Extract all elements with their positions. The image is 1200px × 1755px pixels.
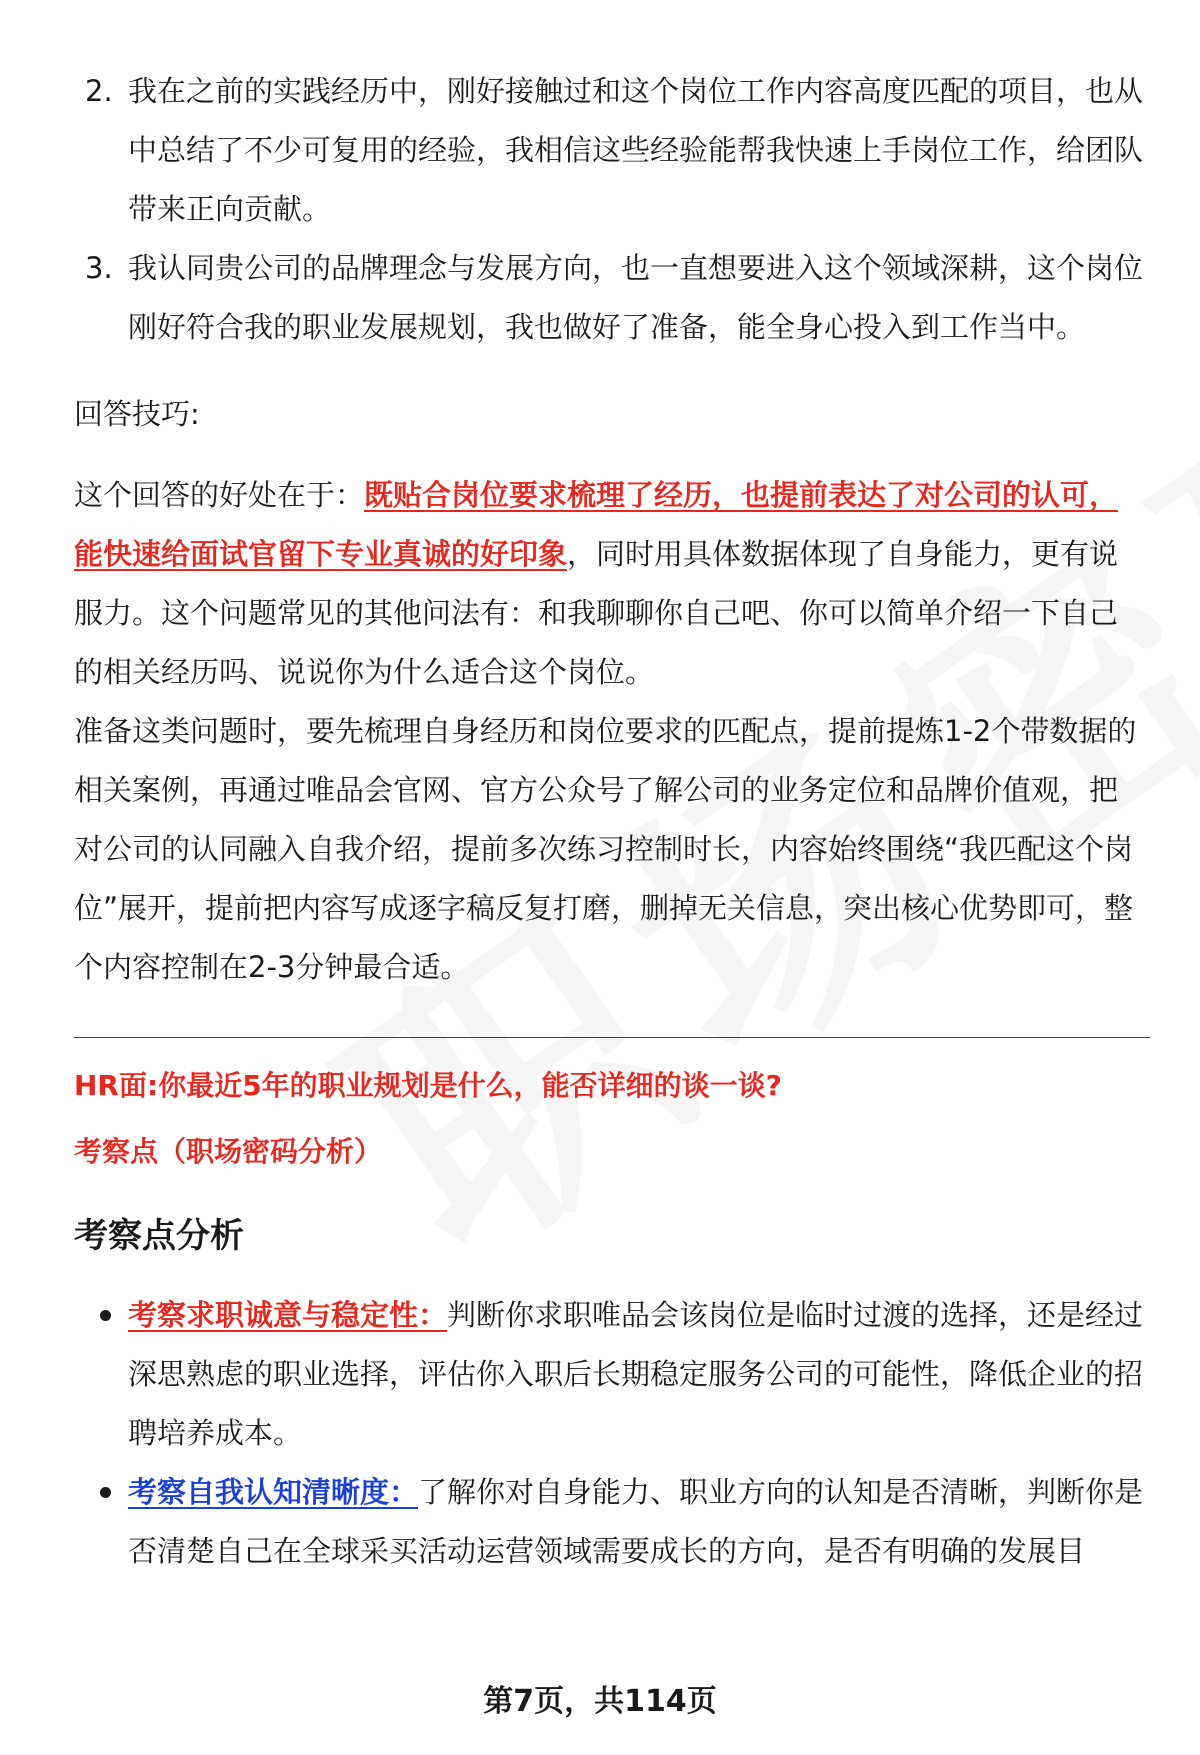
analysis-item-text: 判断你求职唯品会该岗位是临时过渡的选择，还是经过深思熟虑的职业选择，评估你入职后长期稳定服务公司的可能性，降低企业的招聘培养成本。 [128, 1298, 1144, 1450]
hr-question: HR面:你最近5年的职业规划是什么，能否详细的谈一谈? [74, 1069, 782, 1102]
analysis-item [74, 1286, 1144, 1463]
section-divider [74, 1037, 1150, 1038]
list-item [74, 62, 1144, 239]
page-footer: 第7页，共114页 [483, 1684, 717, 1719]
bullet-icon [100, 1310, 111, 1321]
list-item-text: 我认同贵公司的品牌理念与发展方向，也一直想要进入这个领域深耕，这个岗位刚好符合我的职业发展规划，我也做好了准备，能全身心投入到工作当中。 [128, 251, 1144, 344]
answer-paragraph [74, 466, 1144, 702]
analysis-item-title: 考察自我认知清晰度： [128, 1475, 419, 1509]
prep-paragraph: 准备这类问题时，要先梳理自身经历和岗位要求的匹配点，提前提炼1-2个带数据的相关案例，再通过唯品会官网、官方公众号了解公司的业务定位和品牌价值观，把对公司的认同融入自我介绍，提前多次练习控制时长，内容始终围绕“我匹配这个岗位”展开，提前把内容写成逐字稿反复打磨，删掉无关信息，突出核心优势即可，整个内容控制在2-3分钟最合适。 [74, 714, 1137, 984]
analysis-list [74, 1286, 1144, 1581]
tips-label: 回答技巧: [74, 397, 200, 431]
list-number: 2. [85, 74, 113, 108]
answer-lead: 这个回答的好处在于： [74, 478, 365, 512]
page-content [74, 62, 1144, 1581]
analysis-heading: 考察点分析 [74, 1216, 244, 1256]
list-number: 3. [85, 251, 113, 285]
numbered-list [74, 62, 1144, 357]
bullet-icon [100, 1487, 111, 1498]
analysis-item [74, 1463, 1144, 1581]
list-item [74, 239, 1144, 357]
analysis-item-title: 考察求职诚意与稳定性： [128, 1298, 448, 1332]
kaochadian-label: 考察点（职场密码分析） [74, 1135, 383, 1168]
answer-rest: ，同时用具体数据体现了自身能力，更有说服力。这个问题常见的其他问法有：和我聊聊你自己吧、你可以简单介绍一下自己的相关经历吗、说说你为什么适合这个岗位。 [74, 537, 1119, 689]
answer-highlight: 既贴合岗位要求梳理了经历，也提前表达了对公司的认可，能快速给面试官留下专业真诚的好印象 [74, 478, 1119, 571]
list-item-text: 我在之前的实践经历中，刚好接触过和这个岗位工作内容高度匹配的项目，也从中总结了不少可复用的经验，我相信这些经验能帮我快速上手岗位工作，给团队带来正向贡献。 [128, 74, 1144, 226]
analysis-item-text: 了解你对自身能力、职业方向的认知是否清晰，判断你是否清楚自己在全球采买活动运营领域需要成长的方向，是否有明确的发展目 [128, 1475, 1144, 1568]
